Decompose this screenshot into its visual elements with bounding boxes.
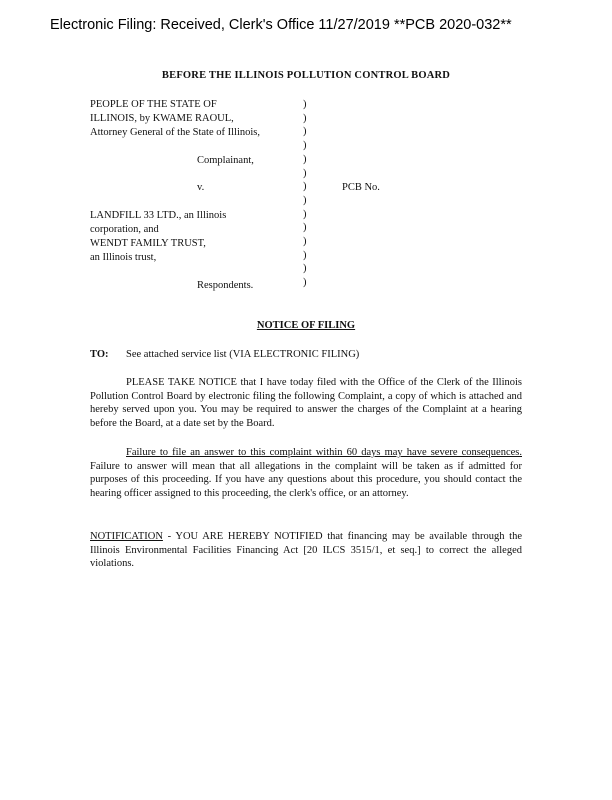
caption-paren: ) (303, 263, 307, 275)
caption-paren: ) (303, 153, 307, 165)
caption-paren: ) (303, 140, 307, 152)
caption-paren: ) (303, 208, 307, 220)
notice-paragraph: PLEASE TAKE NOTICE that I have today filed with the Office of the Clerk of the Illinois Pollution Control Board by electronic filing the following Complaint, a copy of which is attached and hereby served upon you. You may be required to answer the charges of the Complaint at a hearing before the Board, at a date set by the Board. (90, 377, 522, 429)
caption-paren: ) (303, 99, 307, 110)
failure-warning-text: Failure to answer will mean that all allegations in the complaint will be taken as if admitted for purposes of this proceeding. If you have any questions about this procedure, you should contact the hearing officer assigned to this proceeding, the clerk's office, or an attorney. (90, 460, 522, 499)
versus-label: v. (197, 182, 205, 193)
caption-paren: ) (303, 236, 307, 248)
pcb-number-label: PCB No. (342, 182, 380, 193)
caption-paren: ) (303, 194, 307, 206)
complainant-name-line-2: ILLINOIS, by KWAME RAOUL, (90, 113, 234, 124)
caption-paren: ) (303, 181, 307, 193)
failure-to-answer-paragraph (90, 446, 522, 500)
respondents-label: Respondents. (197, 280, 254, 291)
notice-of-filing-title: NOTICE OF FILING (256, 320, 356, 331)
complainant-label: Complainant, (197, 155, 254, 166)
caption-paren: ) (303, 249, 307, 261)
complainant-name-line-3: Attorney General of the State of Illinois, (90, 127, 260, 138)
caption-paren: ) (303, 222, 307, 234)
respondent-name-line-4: an Illinois trust, (90, 252, 157, 263)
caption-parenthesis-column (303, 98, 307, 290)
notification-text: - YOU ARE HEREBY NOTIFIED that financing may be available through the Illinois Environmental Facilities Financing Act [20 ILCS 3515/1, et seq.] to correct the alleged violations. (90, 531, 522, 570)
notification-paragraph (90, 530, 522, 571)
respondent-name-line-2: corporation, and (90, 224, 159, 235)
filing-stamp: Electronic Filing: Received, Clerk's Office 11/27/2019 **PCB 2020-032** (50, 17, 512, 33)
notification-label: NOTIFICATION (90, 531, 163, 542)
complainant-name-line-1: PEOPLE OF THE STATE OF (90, 99, 217, 110)
to-label: TO: (90, 349, 109, 360)
caption-paren: ) (303, 277, 307, 289)
failure-warning-underlined: Failure to file an answer to this complaint within 60 days may have severe consequences. (126, 447, 522, 458)
caption-paren: ) (303, 112, 307, 124)
board-heading: BEFORE THE ILLINOIS POLLUTION CONTROL BOARD (161, 70, 451, 81)
caption-paren: ) (303, 126, 307, 138)
caption-paren: ) (303, 167, 307, 179)
respondent-name-line-3: WENDT FAMILY TRUST, (90, 238, 206, 249)
respondent-name-line-1: LANDFILL 33 LTD., an Illinois (90, 210, 227, 221)
to-recipients: See attached service list (VIA ELECTRONIC FILING) (126, 349, 360, 360)
